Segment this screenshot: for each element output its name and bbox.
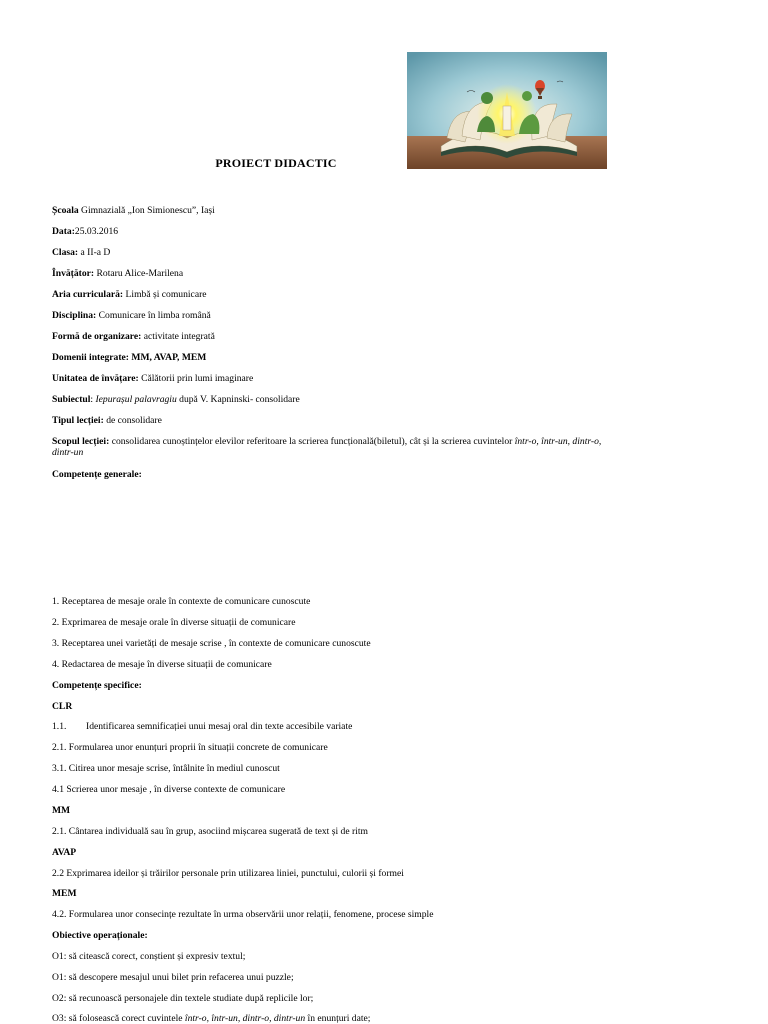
item-number: 1.1.: [52, 721, 67, 732]
clr-item: 3.1. Citirea unor mesaje scrise, întâlnite în mediul cunoscut: [52, 763, 280, 774]
field-value: Rotaru Alice-Marilena: [94, 268, 184, 279]
objective-item: [52, 1013, 702, 1024]
scope-text: consolidarea cunoștințelor elevilor referitoare la scrierea funcțională(biletul), cât și la scrierea cuvintelor: [109, 436, 515, 447]
field-lesson-type: [52, 415, 702, 426]
general-competence-item: 4. Redactarea de mesaje în diverse situații de comunicare: [52, 659, 272, 670]
field-date: [52, 226, 702, 237]
objective-italic-words: într-o, într-un, dintr-o, dintr-un: [184, 1013, 306, 1024]
general-competence-item: 2. Exprimarea de mesaje orale în diverse situații de comunicare: [52, 617, 296, 628]
avap-heading: AVAP: [52, 847, 77, 858]
field-school: [52, 205, 702, 216]
field-teacher: [52, 268, 702, 279]
mem-item: 4.2. Formularea unor consecințe rezultate în urma observării unor relații, fenomene, procese simple: [52, 909, 434, 920]
field-label: Unitatea de învățare:: [52, 373, 139, 384]
field-value: de consolidare: [103, 415, 162, 426]
field-value: 25.03.2016: [74, 226, 119, 237]
field-curricular-area: [52, 289, 702, 300]
field-label: Disciplina:: [52, 310, 97, 321]
book-illustration: [407, 52, 607, 169]
field-discipline: [52, 310, 702, 321]
avap-item: 2.2 Exprimarea ideilor și trăirilor personale prin utilizarea liniei, punctului, culorii și formei: [52, 868, 404, 879]
document-title: PROIECT DIDACTIC: [215, 156, 337, 170]
objective-item: O1: să descopere mesajul unui bilet prin refacerea unui puzzle;: [52, 972, 294, 983]
clr-heading: CLR: [52, 701, 73, 712]
field-label: Învățător:: [52, 268, 95, 279]
objective-item: O1: să citească corect, conștient și expresiv textul;: [52, 951, 246, 962]
field-integrated-domains: [52, 352, 702, 363]
field-class: [52, 247, 702, 258]
field-value: activitate integrată: [141, 331, 215, 342]
objective-item: O2: să recunoască personajele din textele studiate după replicile lor;: [52, 993, 314, 1004]
clr-item: 4.1 Scrierea unor mesaje , în diverse contexte de comunicare: [52, 784, 286, 795]
field-label: Scopul lecției:: [52, 436, 110, 447]
field-value: a II-a D: [78, 247, 111, 258]
clr-item: [52, 721, 702, 732]
field-subject: [52, 394, 702, 405]
field-label: Școala: [52, 205, 79, 216]
mm-heading: MM: [52, 805, 71, 816]
mem-heading: MEM: [52, 888, 77, 899]
objective-suffix: în enunțuri date;: [305, 1013, 371, 1024]
field-value: Comunicare în limba română: [96, 310, 211, 321]
field-lesson-scope: [52, 436, 702, 458]
item-text: Identificarea semnificației unui mesaj oral din texte accesibile variate: [86, 721, 353, 732]
field-label: Aria curriculară:: [52, 289, 124, 300]
scope-italic-words: într-o, într-un, dintr-o,: [514, 436, 602, 447]
clr-item: 2.1. Formularea unor enunțuri proprii în situații concrete de comunicare: [52, 742, 328, 753]
objectives-heading: Obiective operaționale:: [52, 930, 148, 941]
open-book-fantasy-image: [407, 52, 607, 169]
field-label: Clasa:: [52, 247, 79, 258]
field-value: Limbă și comunicare: [123, 289, 207, 300]
field-label: Subiectul: [52, 394, 91, 405]
mm-item: 2.1. Cântarea individuală sau în grup, asociind mișcarea sugerată de text și de ritm: [52, 826, 368, 837]
field-organization-form: [52, 331, 702, 342]
general-competences-heading: Competențe generale:: [52, 469, 142, 480]
specific-competences-heading: Competențe specifice:: [52, 680, 142, 691]
general-competence-item: 3. Receptarea unei varietăți de mesaje scrise , în contexte de comunicare cunoscute: [52, 638, 371, 649]
field-value: după V. Kapninski- consolidare: [176, 394, 300, 405]
field-learning-unit: [52, 373, 702, 384]
field-value: Călătorii prin lumi imaginare: [138, 373, 254, 384]
story-title: Iepurașul palavragiu: [95, 394, 177, 405]
field-label: Formă de organizare:: [52, 331, 142, 342]
general-competence-item: 1. Receptarea de mesaje orale în contexte de comunicare cunoscute: [52, 596, 311, 607]
scope-italic-word-2: dintr-un: [52, 447, 84, 458]
field-label: Data:: [52, 226, 75, 237]
field-label: Domenii integrate: MM, AVAP, MEM: [52, 352, 207, 363]
objective-prefix: O3: să folosească corect cuvintele: [52, 1013, 185, 1024]
field-value: Gimnazială „Ion Simionescu”, Iași: [78, 205, 215, 216]
field-value-prefix: :: [90, 394, 96, 405]
field-label: Tipul lecției:: [52, 415, 104, 426]
